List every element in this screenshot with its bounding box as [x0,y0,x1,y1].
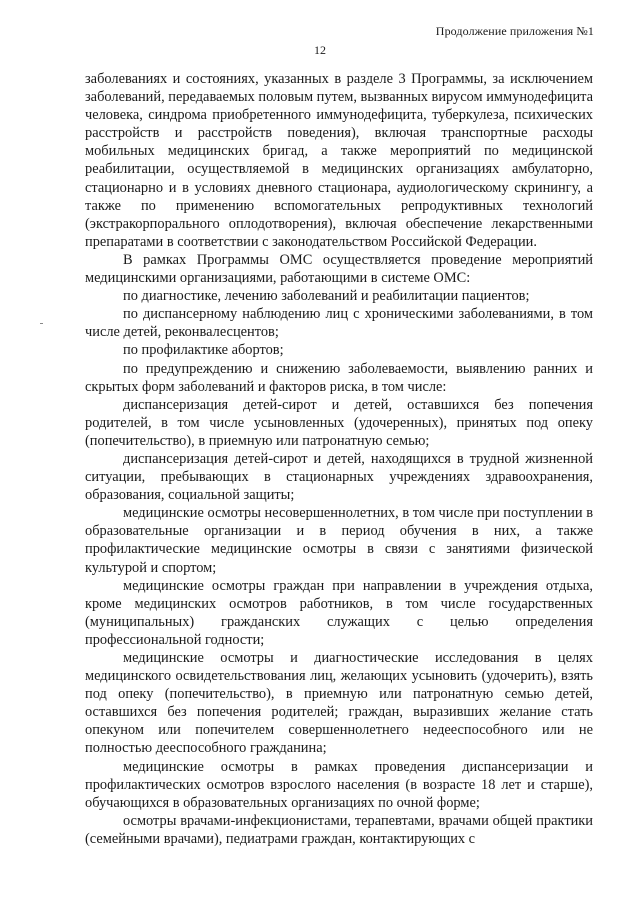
list-item-adoption-examinations: медицинские осмотры и диагностические исследования в целях медицинского освидетельствования лиц, желающих усыновить (удочерить), взять под опеку (попечительство), в приемную или патронатную семью детей, оставшихся без попечения родителей; граждан, выразивших желание стать опекуном или попечителем совершеннолетнего недееспособного или не полностью дееспособного гражданина; [85,650,593,757]
paragraph-continuation: заболеваниях и состояниях, указанных в разделе 3 Программы, за исключением заболеваний, передаваемых половым путем, вызванных вирусом иммунодефицита человека, синдрома приобретенного иммунодефицита, туберкулеза, психических расстройств и расстройств поведения), включая транспортные расходы мобильных медицинских бригад, а также мероприятий по медицинской реабилитации, осуществляемой в медицинских организациях амбулаторно, стационарно и в условиях дневного стационара, аудиологическому скринингу, а также по применению вспомогательных репродуктивных технологий (экстракорпорального оплодотворения), включая обеспечение лекарственными препаратами в соответствии с законодательством Российской Федерации. [85,71,593,250]
list-item-recreation-examinations: медицинские осмотры граждан при направлении в учреждения отдыха, кроме медицинских осмотров работников, в том числе государственных (муниципальных) гражданских служащих с целью определения профессиональной годности; [85,577,593,648]
margin-mark [40,323,43,324]
list-item-minors-examinations: медицинские осмотры несовершеннолетних, в том числе при поступлении в образовательные организации и в период обучения в них, а также профилактические медицинские осмотры в связи с занятиями физической культурой и спортом; [85,505,593,576]
list-item-abortion-prevention: по профилактике абортов; [123,342,284,359]
list-item-adult-dispensarization: медицинские осмотры в рамках проведения диспансеризации и профилактических осмотров взрослого населения (в возрасте 18 лет и старше), обучающихся в образовательных организациях по очной форме; [85,758,593,811]
list-item-orphans-dispensarization: диспансеризация детей-сирот и детей, оставшихся без попечения родителей, в том числе усыновленных (удочеренных), принятых под опеку (попечительство), в приемную или патронатную семью; [85,396,593,449]
list-item-diagnostics: по диагностике, лечению заболеваний и реабилитации пациентов; [123,288,530,305]
appendix-continuation-note: Продолжение приложения №1 [435,24,594,38]
list-item-disease-prevention: по предупреждению и снижению заболеваемости, выявлению ранних и скрытых форм заболеваний и факторов риска, в том числе: [85,360,593,395]
page-number: 12 [314,43,326,57]
list-item-difficult-situation-dispensarization: диспансеризация детей-сирот и детей, находящихся в трудной жизненной ситуации, пребывающих в стационарных учреждениях здравоохранения, образования, социальной защиты; [85,450,593,504]
paragraph-oms-intro: В рамках Программы ОМС осуществляется проведение мероприятий медицинскими организациями, работающими в системе ОМС: [85,251,593,287]
document-body [85,70,593,848]
list-item-dispensary-observation: по диспансерному наблюдению лиц с хроническими заболеваниями, в том числе детей, реконвалесцентов; [85,306,593,341]
list-item-infectious-examinations: осмотры врачами-инфекционистами, терапевтами, врачами общей практики (семейными врачами), педиатрами граждан, контактирующих с [85,812,593,847]
